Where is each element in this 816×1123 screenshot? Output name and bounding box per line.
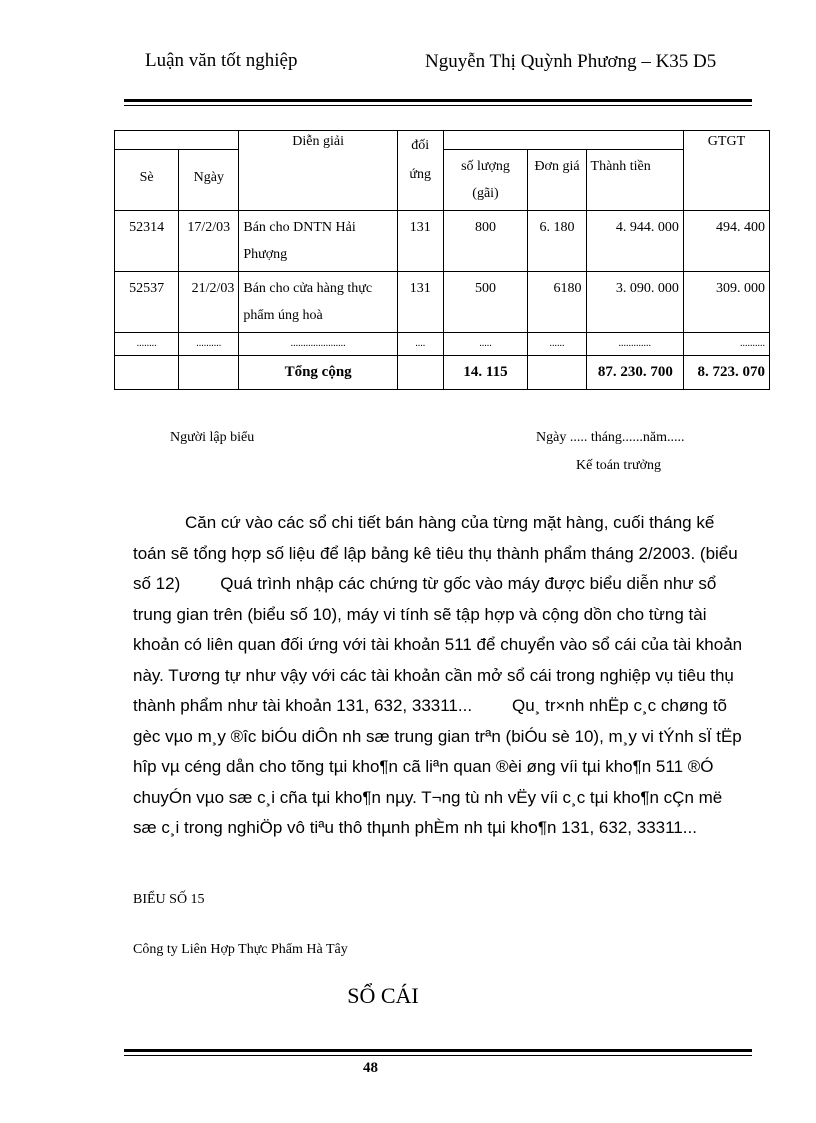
table-row xyxy=(115,211,770,272)
footer-rule-thin xyxy=(124,1055,752,1056)
header-cell-group xyxy=(443,131,683,150)
table-total-row xyxy=(115,356,770,390)
header-right: Nguyễn Thị Quỳnh Phương – K35 D5 xyxy=(425,51,717,72)
cell-doi-ung: 131 xyxy=(397,211,443,272)
cell-dien-giai: ...................... xyxy=(239,333,398,356)
cell-so: 52537 xyxy=(115,272,179,333)
paragraph-part-3-garbled: Qu¸ tr×nh nhËp c¸c chøng tõ gèc vµo m¸y ®îc biÓu diÔn nh sæ trung gian trªn (biÓu sè 10), m¸y vi tÝnh sÏ tËp hîp vµ céng dån cho tõng tµi kho¶n cã liªn quan ®èi øng víi tµi kho¶n 511 ®Ó chuyÓn vµo sæ c¸i cña tµi kho¶n nµy. T¬ng tù nh vËy víi c¸c tµi kho¶n cÇn më sæ c¸i trong nghiÖp vô tiªu thô thµnh phÈm nh tµi kho¶n 131, 632, 33311... xyxy=(133,696,742,837)
cell-don-gia: 6. 180 xyxy=(528,211,586,272)
cell-so-luong: ..... xyxy=(443,333,528,356)
header-so: Sè xyxy=(115,150,179,211)
cell-empty xyxy=(528,356,586,390)
total-gtgt: 8. 723. 070 xyxy=(683,356,769,390)
total-so-luong: 14. 115 xyxy=(443,356,528,390)
paragraph-part-2: Quá trình nhập các chứng từ gốc vào máy được biểu diễn như sổ trung gian trên (biểu số 10), máy vi tính sẽ tập hợp và cộng dồn cho từng tài khoản có liên quan đối ứng với tài khoản 511 để chuyển vào sổ cái của tài khoản này. Tương tự như vậy với các tài khoản cần mở sổ cái trong nghiệp vụ tiêu thụ thành phẩm như tài khoản 131, 632, 33311... xyxy=(133,574,743,715)
company-name: Công ty Liên Hợp Thực Phẩm Hà Tây xyxy=(133,942,348,957)
cell-ngay: .......... xyxy=(179,333,239,356)
cell-empty xyxy=(115,356,179,390)
table-header-row-1 xyxy=(115,131,770,150)
sales-ledger-table xyxy=(114,130,770,390)
header-thanh-tien: Thành tiền xyxy=(586,150,683,211)
page-number: 48 xyxy=(363,1060,378,1076)
cell-don-gia: 6180 xyxy=(528,272,586,333)
document-title: SỔ CÁI xyxy=(347,983,419,1008)
cell-ngay: 21/2/03 xyxy=(179,272,239,333)
header-doi-ung: đối ứng xyxy=(397,131,443,211)
total-thanh-tien: 87. 230. 700 xyxy=(586,356,683,390)
cell-doi-ung: 131 xyxy=(397,272,443,333)
cell-empty xyxy=(397,356,443,390)
paragraph-part-1: Căn cứ vào các sổ chi tiết bán hàng của từng mặt hàng, cuối tháng kế toán sẽ tổng hợp số liệu để lập bảng kê tiêu thụ thành phẩm tháng 2/2003. (biểu số 12) xyxy=(133,513,738,593)
cell-ngay: 17/2/03 xyxy=(179,211,239,272)
cell-gtgt: 494. 400 xyxy=(683,211,769,272)
header-so-luong: số lượng (gãi) xyxy=(443,150,528,211)
cell-so: 52314 xyxy=(115,211,179,272)
cell-gtgt: 309. 000 xyxy=(683,272,769,333)
chief-accountant-label: Kế toán trưởng xyxy=(576,458,661,473)
header-rule-thick xyxy=(124,99,752,102)
table-row xyxy=(115,333,770,356)
cell-dien-giai: Bán cho cửa hàng thực phẩm úng hoà xyxy=(239,272,398,333)
header-left: Luận văn tốt nghiệp xyxy=(145,50,298,71)
cell-thanh-tien: ............. xyxy=(586,333,683,356)
header-ngay: Ngày xyxy=(179,150,239,211)
header-dien-giai: Diễn giải xyxy=(239,131,398,211)
total-label: Tổng cộng xyxy=(239,356,398,390)
bieu-so-label: BIỂU SỐ 15 xyxy=(133,892,205,907)
cell-so-luong: 500 xyxy=(443,272,528,333)
header-rule-thin xyxy=(124,105,752,106)
cell-so-luong: 800 xyxy=(443,211,528,272)
cell-thanh-tien: 3. 090. 000 xyxy=(586,272,683,333)
table-row xyxy=(115,272,770,333)
body-paragraph xyxy=(133,508,745,844)
cell-thanh-tien: 4. 944. 000 xyxy=(586,211,683,272)
header-cell-chung-tu xyxy=(115,131,239,150)
footer-rule-thick xyxy=(124,1049,752,1052)
header-don-gia: Đơn giá xyxy=(528,150,586,211)
cell-gtgt: .......... xyxy=(683,333,769,356)
cell-don-gia: ...... xyxy=(528,333,586,356)
preparer-signature-label: Người lập biểu xyxy=(170,430,255,445)
date-line: Ngày ..... tháng......năm..... xyxy=(536,430,685,445)
cell-dien-giai: Bán cho DNTN Hải Phượng xyxy=(239,211,398,272)
cell-empty xyxy=(179,356,239,390)
cell-doi-ung: .... xyxy=(397,333,443,356)
cell-so: ........ xyxy=(115,333,179,356)
header-gtgt: GTGT xyxy=(683,131,769,211)
